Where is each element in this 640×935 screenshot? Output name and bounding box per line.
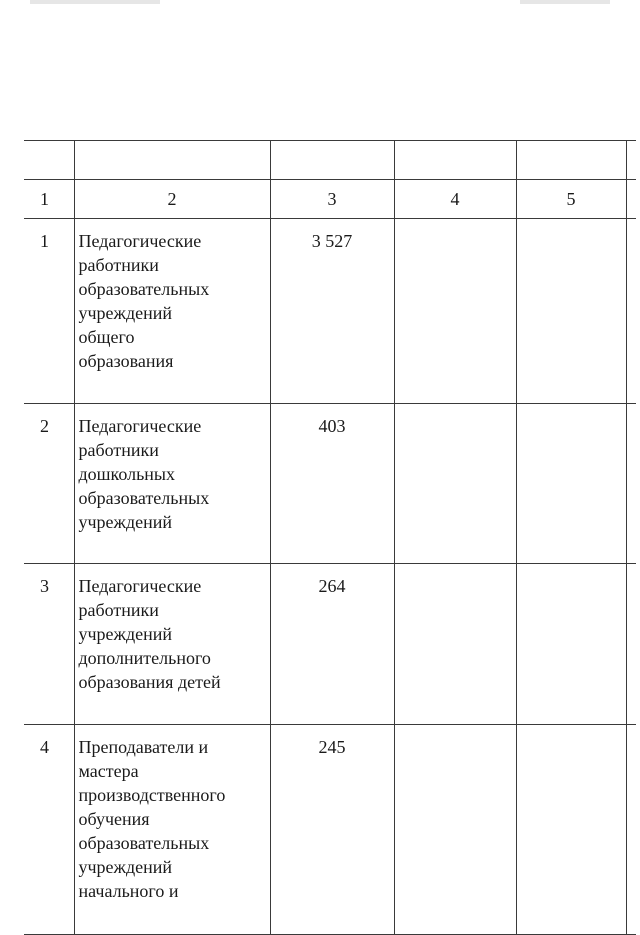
header-cell bbox=[626, 141, 636, 180]
category-line: учреждений bbox=[78, 303, 173, 323]
category-line: образовательных bbox=[78, 279, 210, 299]
column-number: 4 bbox=[394, 180, 516, 219]
empty-cell bbox=[394, 564, 516, 725]
empty-cell bbox=[394, 219, 516, 404]
staff-table-container bbox=[24, 140, 636, 935]
header-cell bbox=[24, 141, 74, 180]
row-number: 3 bbox=[24, 564, 74, 725]
category-line: работники bbox=[78, 440, 159, 460]
empty-cell bbox=[516, 404, 626, 564]
row-number: 1 bbox=[24, 219, 74, 404]
header-row-empty bbox=[24, 141, 636, 180]
empty-cell bbox=[394, 404, 516, 564]
category-line: работники bbox=[78, 600, 159, 620]
category-line: Педагогические bbox=[78, 231, 202, 251]
empty-cell bbox=[626, 219, 636, 404]
row-number: 4 bbox=[24, 725, 74, 935]
empty-cell bbox=[626, 725, 636, 935]
header-cell bbox=[74, 141, 270, 180]
category-line: дополнительного bbox=[78, 648, 211, 668]
scan-edge-top bbox=[30, 0, 160, 4]
category-line: Преподаватели и bbox=[78, 737, 209, 757]
table-row bbox=[24, 219, 636, 404]
category-line: мастера bbox=[78, 761, 139, 781]
category-line: производственного bbox=[78, 785, 226, 805]
category-line: образования детей bbox=[78, 672, 221, 692]
staff-table bbox=[24, 140, 636, 935]
staff-count: 403 bbox=[270, 404, 394, 564]
row-number: 2 bbox=[24, 404, 74, 564]
empty-cell bbox=[626, 564, 636, 725]
scan-edge-top-right bbox=[520, 0, 610, 4]
column-number: 5 bbox=[516, 180, 626, 219]
staff-category-name bbox=[74, 725, 270, 935]
header-cell bbox=[270, 141, 394, 180]
category-line: Педагогические bbox=[78, 416, 202, 436]
empty-cell bbox=[394, 725, 516, 935]
staff-category-name bbox=[74, 564, 270, 725]
category-line: работники bbox=[78, 255, 159, 275]
empty-cell bbox=[516, 725, 626, 935]
category-line: обучения bbox=[78, 809, 150, 829]
header-cell bbox=[516, 141, 626, 180]
category-line: начального и bbox=[78, 881, 179, 901]
table-row bbox=[24, 564, 636, 725]
category-line: образовательных bbox=[78, 488, 210, 508]
category-line: образования bbox=[78, 351, 174, 371]
column-number-edge bbox=[626, 180, 636, 219]
category-line: учреждений bbox=[78, 624, 173, 644]
category-line: общего bbox=[78, 327, 135, 347]
column-number: 1 bbox=[24, 180, 74, 219]
staff-count: 264 bbox=[270, 564, 394, 725]
header-cell bbox=[394, 141, 516, 180]
column-number: 3 bbox=[270, 180, 394, 219]
empty-cell bbox=[626, 404, 636, 564]
staff-category-name bbox=[74, 219, 270, 404]
category-line: учреждений bbox=[78, 512, 173, 532]
table-row bbox=[24, 725, 636, 935]
empty-cell bbox=[516, 564, 626, 725]
staff-count: 245 bbox=[270, 725, 394, 935]
empty-cell bbox=[516, 219, 626, 404]
column-number: 2 bbox=[74, 180, 270, 219]
staff-category-name bbox=[74, 404, 270, 564]
category-line: Педагогические bbox=[78, 576, 202, 596]
header-row-column-numbers bbox=[24, 180, 636, 219]
table-row bbox=[24, 404, 636, 564]
staff-count: 3 527 bbox=[270, 219, 394, 404]
category-line: образовательных bbox=[78, 833, 210, 853]
category-line: учреждений bbox=[78, 857, 173, 877]
category-line: дошкольных bbox=[78, 464, 176, 484]
